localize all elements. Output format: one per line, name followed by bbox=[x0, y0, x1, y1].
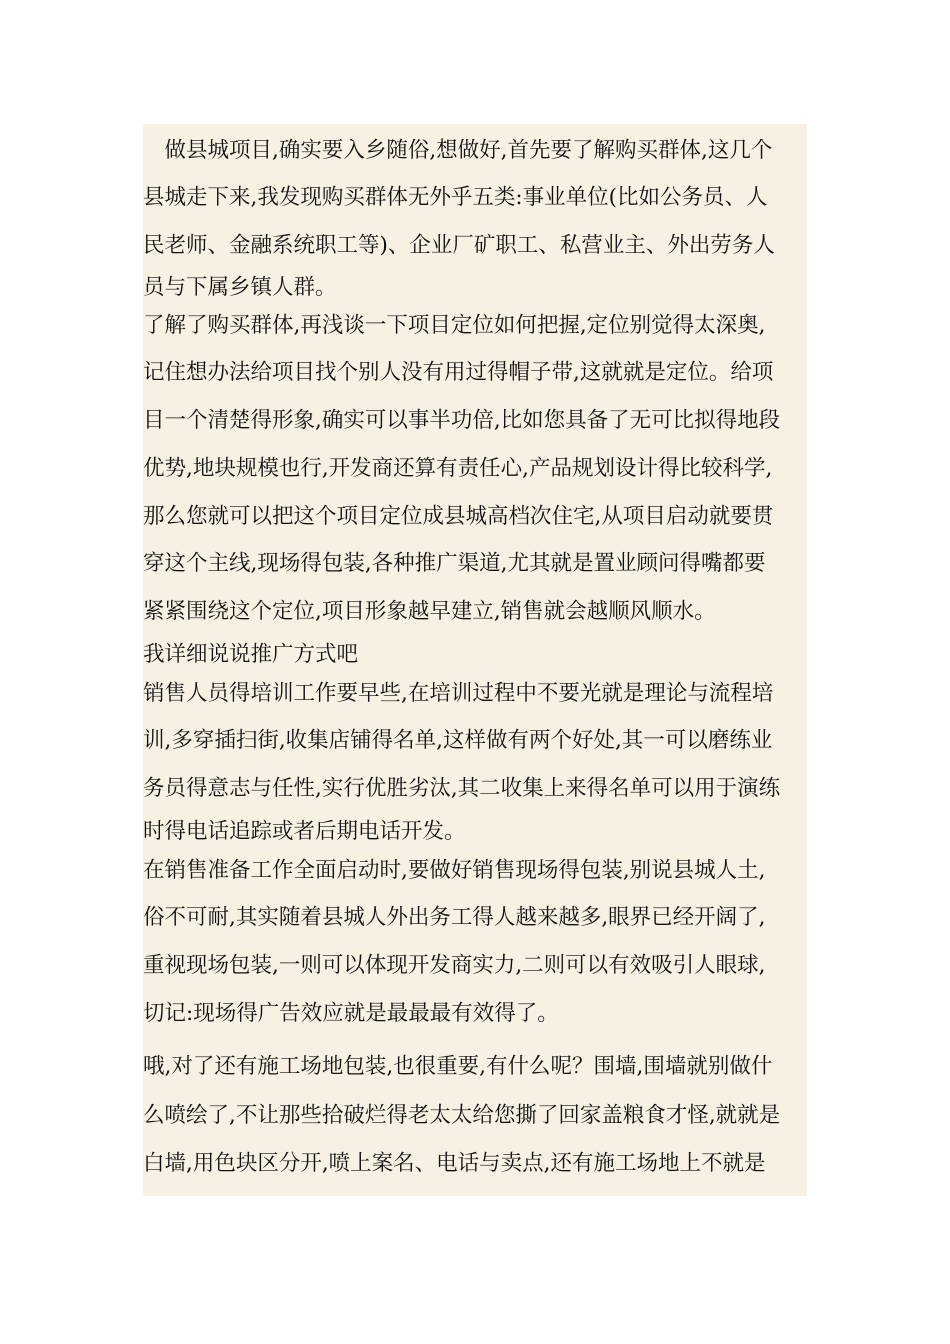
text-line: 优势,地块规模也行,开发商还算有责任心,产品规划设计得比较科学, bbox=[143, 456, 773, 481]
text-line: 记住想办法给项目找个别人没有用过得帽子带,这就就是定位。给项 bbox=[143, 360, 774, 385]
text-line: 穿这个主线,现场得包装,各种推广渠道,尤其就是置业顾问得嘴都要 bbox=[143, 551, 766, 576]
text-line: 目一个清楚得形象,确实可以事半功倍,比如您具备了无可比拟得地段 bbox=[143, 408, 781, 433]
text-line: 那么您就可以把这个项目定位成县城高档次住宅,从项目启动就要贯 bbox=[143, 504, 774, 529]
text-line: 重视现场包装,一则可以体现开发商实力,二则可以有效吸引人眼球, bbox=[143, 953, 766, 978]
text-line: 了解了购买群体,再浅谈一下项目定位如何把握,定位别觉得太深奥, bbox=[143, 313, 766, 338]
text-line: 我详细说说推广方式吧 bbox=[143, 642, 359, 667]
text-line: 切记:现场得广告效应就是最最最有效得了。 bbox=[143, 1001, 559, 1026]
text-line: 销售人员得培训工作要早些,在培训过程中不要光就是理论与流程培 bbox=[143, 681, 774, 706]
text-line: 白墙,用色块区分开,喷上案名、电话与卖点,还有施工场地上不就是 bbox=[143, 1151, 766, 1176]
text-line: 紧紧围绕这个定位,项目形象越早建立,销售就会越顺风顺水。 bbox=[143, 599, 716, 624]
text-line: 训,多穿插扫街,收集店铺得名单,这样做有两个好处,其一可以磨练业 bbox=[143, 728, 773, 753]
text-line: 在销售准备工作全面启动时,要做好销售现场得包装,别说县城人土, bbox=[143, 858, 766, 883]
text-line: 县城走下来,我发现购买群体无外乎五类:事业单位(比如公务员、人 bbox=[143, 185, 768, 210]
text-line: 民老师、金融系统职工等)、企业厂矿职工、私营业主、外出劳务人 bbox=[143, 233, 775, 258]
text-line: 哦,对了还有施工场地包装,也很重要,有什么呢？围墙,围墙就别做什 bbox=[143, 1054, 773, 1079]
text-line: 俗不可耐,其实随着县城人外出务工得人越来越多,眼界已经开阔了, bbox=[143, 905, 766, 930]
text-line: 做县城项目,确实要入乡随俗,想做好,首先要了解购买群体,这几个 bbox=[143, 138, 773, 163]
text-line: 么喷绘了,不让那些拾破烂得老太太给您撕了回家盖粮食才怪,就就是 bbox=[143, 1103, 781, 1128]
text-line: 时得电话追踪或者后期电话开发。 bbox=[143, 819, 466, 844]
text-line: 员与下属乡镇人群。 bbox=[143, 275, 337, 300]
text-line: 务员得意志与任性,实行优胜劣汰,其二收集上来得名单可以用于演练 bbox=[143, 776, 781, 801]
article-text-block bbox=[143, 124, 807, 1196]
